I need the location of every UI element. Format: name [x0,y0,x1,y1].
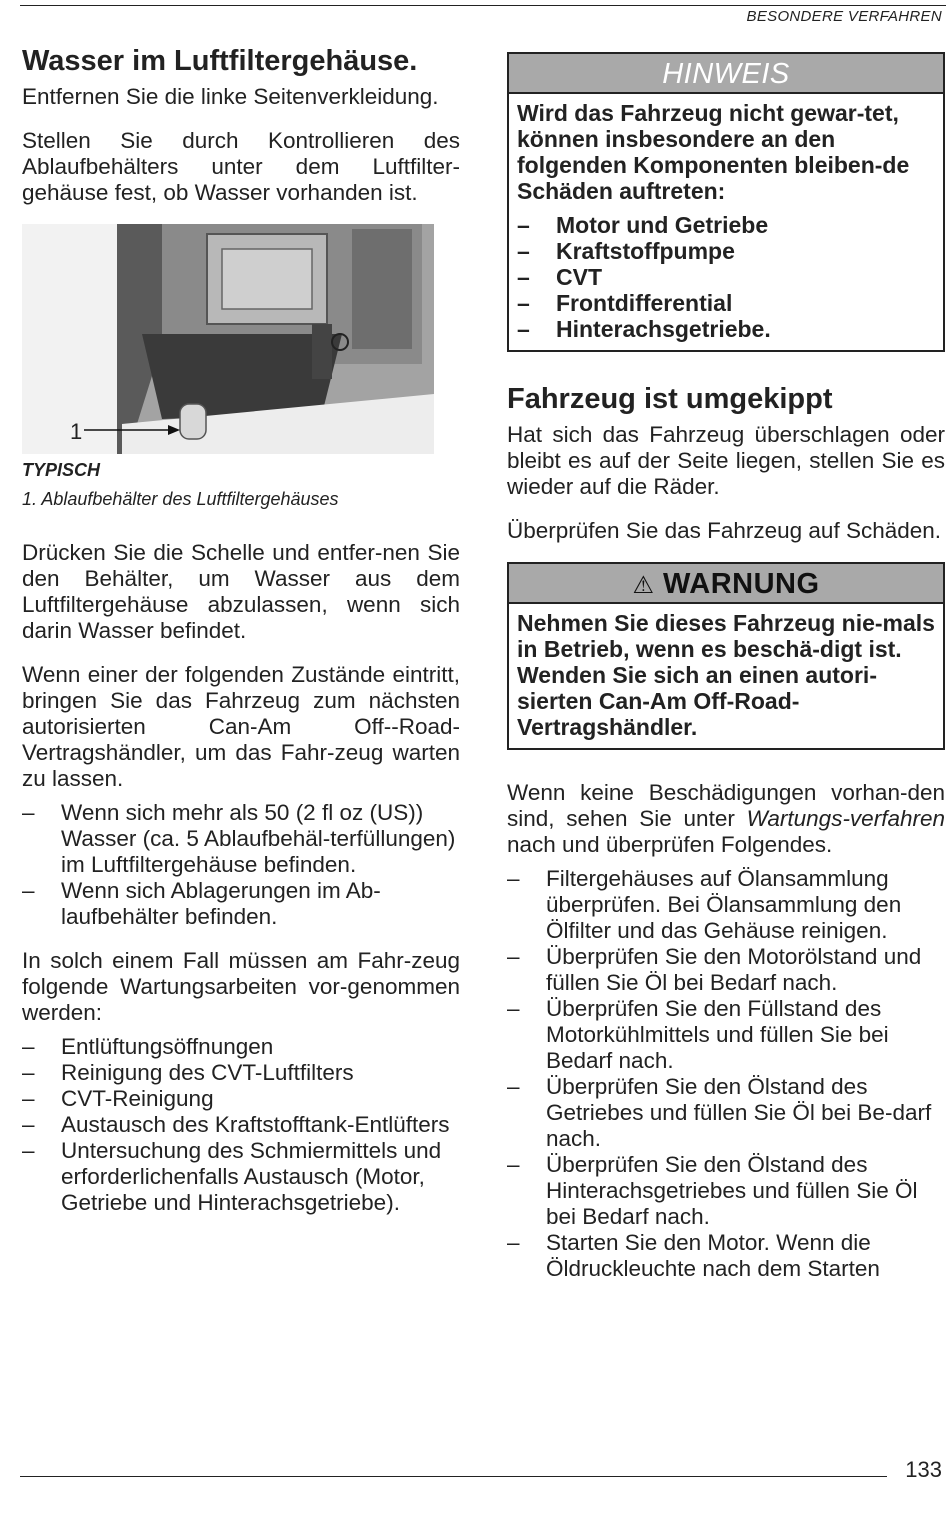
left-column [22,44,460,1234]
list-item: – Überprüfen Sie den Ölstand des Hinterachsgetriebes und füllen Sie Öl bei Bedarf nach. [507,1152,918,1229]
paragraph: Wenn keine Beschädigungen vorhan-den sind, sehen Sie unter Wartungs-verfahren nach und überprüfen Folgendes. [507,780,945,857]
notice-list [517,212,935,342]
section-header: BESONDERE VERFAHREN [746,8,942,25]
list-item: – Überprüfen Sie den Ölstand des Getriebes und füllen Sie Öl bei Be-darf nach. [507,1074,932,1151]
list-item: – Überprüfen Sie den Füllstand des Motorkühlmittels und füllen Sie bei Bedarf nach. [507,996,889,1073]
paragraph: Hat sich das Fahrzeug überschlagen oder bleibt es auf der Seite liegen, stellen Sie es wieder auf die Räder. [507,422,945,499]
notice-intro: Wird das Fahrzeug nicht gewar-tet, können insbesondere an den folgenden Komponenten bleiben-de Schäden auftreten: [517,100,910,204]
cross-reference: Wartungs-verfahren [746,806,945,831]
list-item: – Motor und Getriebe [517,212,769,238]
list-item: – CVT [517,264,602,290]
section-heading-water: Wasser im Luftfiltergehäuse. [22,45,418,77]
airbox-illustration [22,224,434,454]
list-item: – Austausch des Kraftstofftank-Entlüfters [22,1112,450,1137]
right-column [507,52,945,1300]
list-item: – Frontdifferential [517,290,733,316]
warning-text: Wenden Sie sich an einen autori-sierten Can-Am Off-Road-Vertragshändler. [517,662,877,740]
maintenance-list [22,1034,460,1216]
paragraph: Entfernen Sie die linke Seitenverkleidung. [22,84,439,109]
list-item: – Starten Sie den Motor. Wenn die Öldruckleuchte nach dem Starten [507,1230,880,1281]
list-item: – Filtergehäuses auf Ölansammlung überprüfen. Bei Ölansammlung den Ölfilter und das Gehäuse reinigen. [507,866,902,943]
section-heading-rollover: Fahrzeug ist umgekippt [507,383,833,415]
list-item: – CVT-Reinigung [22,1086,214,1111]
paragraph: In solch einem Fall müssen am Fahr-zeug folgende Wartungsarbeiten vor-genommen werden: [22,948,460,1025]
paragraph: Überprüfen Sie das Fahrzeug auf Schäden. [507,518,942,543]
airbox-drain-photo [22,224,434,454]
figure-caption-item: 1. Ablaufbehälter des Luftfiltergehäuses [22,489,339,509]
list-item: – Reinigung des CVT-Luftfilters [22,1060,354,1085]
figure-callout-1: 1 [70,419,83,444]
notice-box [507,52,945,352]
paragraph: Stellen Sie durch Kontrollieren des Ablaufbehälters unter dem Luftfilter-gehäuse fest, ob Wasser vorhanden ist. [22,128,460,205]
warning-text: Nehmen Sie dieses Fahrzeug nie-mals in Betrieb, wenn es beschä-digt ist. [517,610,935,662]
page-number: 133 [905,1457,942,1482]
list-item: – Entlüftungsöffnungen [22,1034,274,1059]
list-item: – Überprüfen Sie den Motorölstand und füllen Sie Öl bei Bedarf nach. [507,944,922,995]
header-rule [20,5,946,6]
figure-caption-title: TYPISCH [22,460,101,480]
warning-triangle-icon: ⚠ [632,572,655,599]
warning-header [509,564,943,604]
paragraph: Wenn einer der folgenden Zustände eintritt, bringen Sie das Fahrzeug zum nächsten autorisierten Can-Am Off--Road-Vertragshändler, um das Fahr-zeug warten zu lassen. [22,662,460,791]
footer-rule [20,1476,887,1477]
notice-title: HINWEIS [509,54,943,94]
list-item: – Kraftstoffpumpe [517,238,735,264]
warning-box [507,562,945,750]
list-item: – Untersuchung des Schmiermittels und erforderlichenfalls Austausch (Motor, Getriebe und Hinterachsgetriebe). [22,1138,442,1215]
inspection-list [507,866,945,1282]
list-item: – Hinterachsgetriebe. [517,316,771,342]
list-item: – Wenn sich Ablagerungen im Ab-laufbehälter befinden. [22,878,381,929]
warning-title: WARNUNG [663,568,820,600]
paragraph: Drücken Sie die Schelle und entfer-nen Sie den Behälter, um Wasser aus dem Luftfiltergehäuse abzulassen, wenn sich darin Wasser befindet. [22,540,460,643]
condition-list [22,800,460,930]
list-item: – Wenn sich mehr als 50 (2 fl oz (US)) Wasser (ca. 5 Ablaufbehäl-terfüllungen) im Luftfiltergehäuse befinden. [22,800,456,877]
